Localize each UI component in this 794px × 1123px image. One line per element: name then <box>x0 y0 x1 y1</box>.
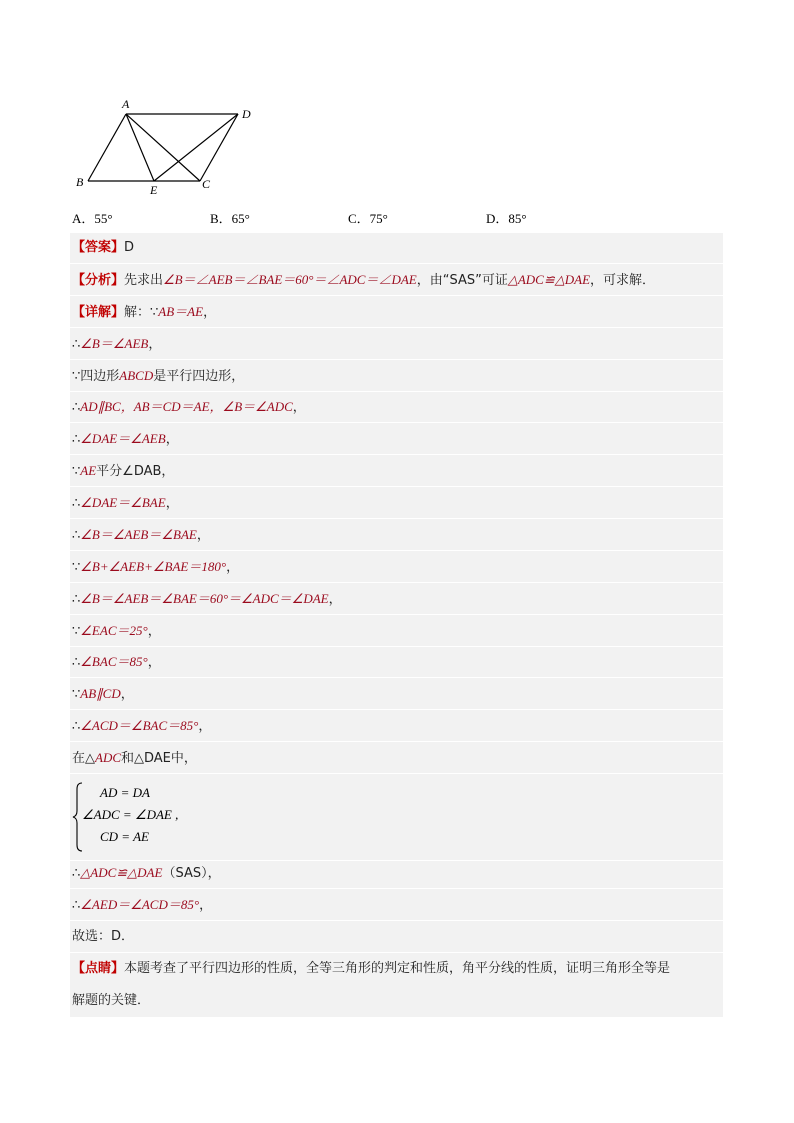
segment-AC <box>126 114 200 181</box>
step-line: ∴∠B＝∠AEB， <box>72 336 162 352</box>
step-line: ∵AB∥CD， <box>72 686 134 702</box>
step-line: ∴∠DAE＝∠AEB， <box>72 431 179 447</box>
step-line: ∴∠BAC＝85°， <box>72 654 161 670</box>
parallelogram-diagram <box>70 96 270 200</box>
step-line: ∴∠AED＝∠ACD＝85°， <box>72 897 213 913</box>
segment-DC <box>200 114 238 181</box>
step-line: ∵∠B+∠AEB+∠BAE＝180°， <box>72 559 240 575</box>
analysis-line: 【分析】先求出∠B＝∠AEB＝∠BAE＝60°＝∠ADC＝∠DAE，由“SAS”可证△ADC≌△DAE，可求解． <box>72 272 656 288</box>
solution-panel <box>70 233 723 1017</box>
point-label-a: A <box>122 97 130 111</box>
geometry-figure <box>70 96 270 200</box>
equation-system <box>72 781 272 853</box>
step-line: ∴AD∥BC，AB＝CD＝AE，∠B＝∠ADC， <box>72 399 306 415</box>
step-line: ∴∠DAE＝∠BAE， <box>72 495 179 511</box>
step-line: ∴∠B＝∠AEB＝∠BAE， <box>72 527 210 543</box>
system-row: CD = AE <box>100 829 149 844</box>
option-a[interactable]: A．55° <box>72 211 113 226</box>
step-line: ∵四边形ABCD是平行四边形， <box>72 368 245 384</box>
answer-line: 【答案】D <box>72 240 135 255</box>
detail-line: 【详解】解：∵AB＝AE， <box>72 304 217 320</box>
comment-line-2: 解题的关键． <box>72 993 151 1008</box>
conclusion-line: 故选：D． <box>72 929 135 944</box>
point-label-c: C <box>202 177 211 191</box>
option-d[interactable]: D．85° <box>486 211 527 226</box>
point-label-e: E <box>150 183 158 197</box>
segment-AB <box>88 114 126 181</box>
segment-AE <box>126 114 154 181</box>
answer-options <box>72 208 712 228</box>
comment-line: 【点睛】本题考查了平行四边形的性质，全等三角形的判定和性质，角平分线的性质，证明三角形全等是 <box>72 961 671 976</box>
step-line: ∵AE平分∠DAB， <box>72 463 175 479</box>
segment-ED <box>154 114 238 181</box>
system-row: ∠ADC = ∠DAE , <box>82 807 179 822</box>
step-line: ∴∠ACD＝∠BAC＝85°， <box>72 718 212 734</box>
step-line: ∴∠B＝∠AEB＝∠BAE＝60°＝∠ADC＝∠DAE， <box>72 591 342 607</box>
point-label-b: B <box>76 175 84 189</box>
step-line: ∴△ADC≌△DAE（SAS）， <box>72 865 221 881</box>
point-label-d: D <box>242 107 251 121</box>
option-b[interactable]: B．65° <box>210 211 250 226</box>
step-line: ∵∠EAC＝25°， <box>72 623 161 639</box>
option-c[interactable]: C．75° <box>348 211 388 226</box>
step-line: 在△ADC和△DAE中， <box>72 750 197 766</box>
system-row: AD = DA <box>100 785 150 800</box>
